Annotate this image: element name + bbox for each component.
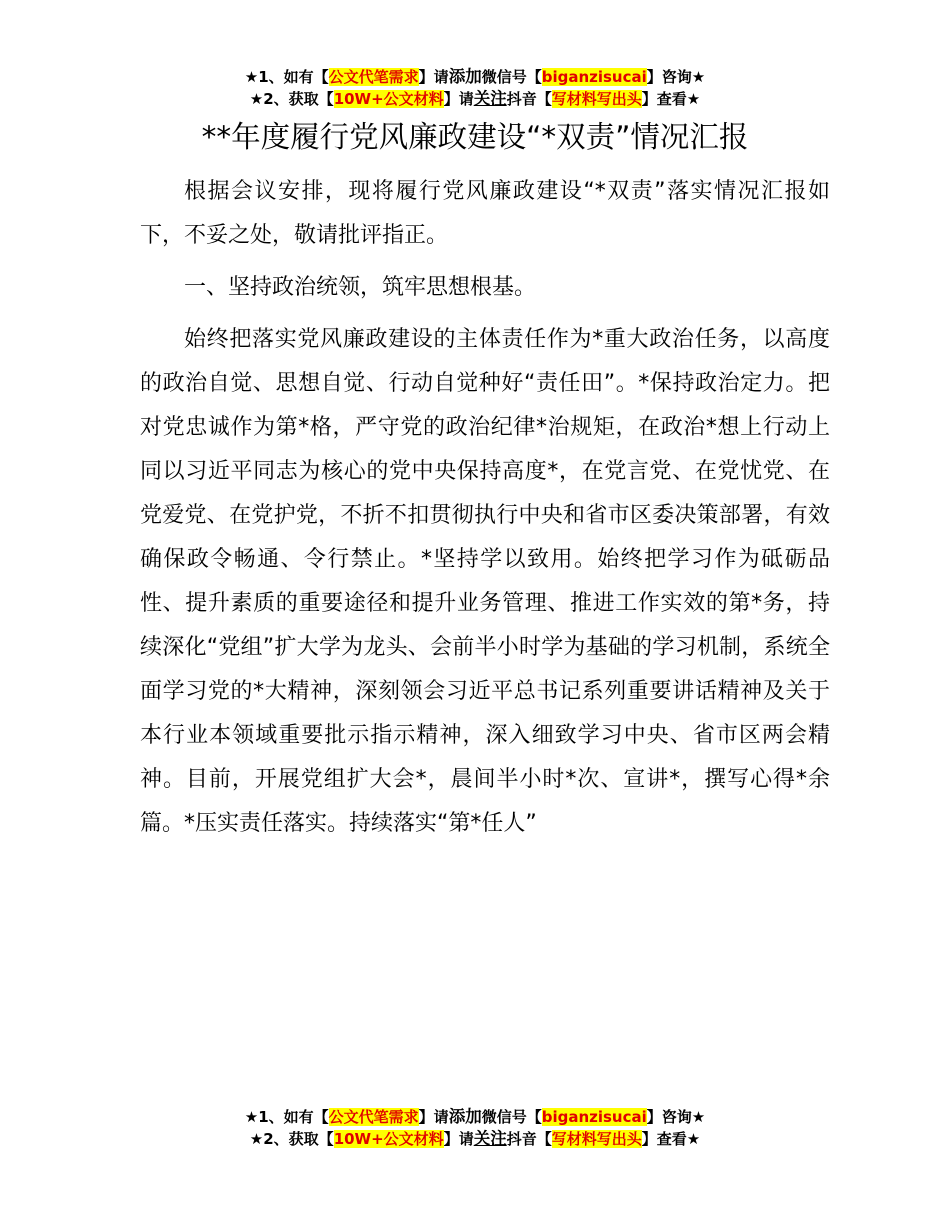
document-title: **年度履行党风廉政建设“*双责”情况汇报: [201, 120, 749, 154]
banner-line1-suffix: 】咨询★: [646, 1108, 706, 1126]
banner-line2-follow: 关注: [473, 1129, 507, 1148]
document-body: [140, 170, 830, 854]
banner-highlight-ghostwriting: 公文代笔需求: [328, 68, 419, 86]
banner-line2-suffix: 】查看★: [641, 1130, 701, 1148]
banner-line1-mid1: 】请: [418, 1108, 449, 1126]
banner-line1-prefix: ★1、如有【: [244, 1108, 329, 1126]
banner-line1-add: 添加: [448, 67, 482, 86]
banner-line1-prefix: ★1、如有【: [244, 68, 329, 86]
paragraph-intro: 根据会议安排，现将履行党风廉政建设“*双责”落实情况汇报如下，不妥之处，敬请批评指正。: [140, 179, 831, 248]
banner-line2-mid1: 】请: [443, 90, 474, 108]
banner-line1-add: 添加: [448, 1107, 482, 1126]
banner-highlight-ghostwriting: 公文代笔需求: [328, 1108, 419, 1126]
bottom-banner: [0, 1106, 950, 1150]
banner-highlight-wechat-id: biganzisucai: [541, 68, 647, 86]
banner-line-2: [0, 88, 950, 110]
banner-line2-follow: 关注: [473, 89, 507, 108]
banner-highlight-douyin: 写材料写出头: [551, 90, 642, 108]
banner-highlight-douyin: 写材料写出头: [551, 1130, 642, 1148]
banner-line1-suffix: 】咨询★: [646, 68, 706, 86]
top-banner: [0, 66, 950, 110]
paragraph-section-1: 始终把落实党风廉政建设的主体责任作为*重大政治任务，以高度的政治自觉、思想自觉、行动自觉种好“责任田”。*保持政治定力。把对党忠诚作为第*格，严守党的政治纪律*治规矩，在政治*想上行动上同以习近平同志为核心的党中央保持高度*，在党言党、在党忧党、在党爱党、在党护党，不折不扣贯彻执行中央和省市区委决策部署，有效确保政令畅通、令行禁止。*坚持学以致用。始终把学习作为砥砺品性、提升素质的重要途径和提升业务管理、推进工作实效的第*务，持续深化“党组”扩大学为龙头、会前半小时学为基础的学习机制，系统全面学习党的*大精神，深刻领会习近平总书记系列重要讲话精神及关于本行业本领域重要批示指示精神，深入细致学习中央、省市区两会精神。目前，开展党组扩大会*，晨间半小时*次、宣讲*，撰写心得*余篇。*压实责任落实。持续落实“第*任人”: [140, 327, 830, 836]
banner-line1-mid1: 】请: [418, 68, 449, 86]
banner-line2-prefix: ★2、获取【: [249, 90, 334, 108]
banner-line1-mid2: 微信号【: [481, 1108, 542, 1126]
section-heading-1: 一、坚持政治统领，筑牢思想根基。: [184, 275, 537, 300]
banner-line2-mid1: 】请: [443, 1130, 474, 1148]
banner-line-2: [0, 1128, 950, 1150]
banner-line2-mid2: 抖音【: [506, 90, 552, 108]
banner-highlight-materials: 10W+公文材料: [333, 1130, 444, 1148]
banner-line1-mid2: 微信号【: [481, 68, 542, 86]
banner-line-1: [0, 66, 950, 88]
banner-highlight-wechat-id: biganzisucai: [541, 1108, 647, 1126]
banner-line-1: [0, 1106, 950, 1128]
banner-line2-suffix: 】查看★: [641, 90, 701, 108]
banner-highlight-materials: 10W+公文材料: [333, 90, 444, 108]
banner-line2-mid2: 抖音【: [506, 1130, 552, 1148]
banner-line2-prefix: ★2、获取【: [249, 1130, 334, 1148]
